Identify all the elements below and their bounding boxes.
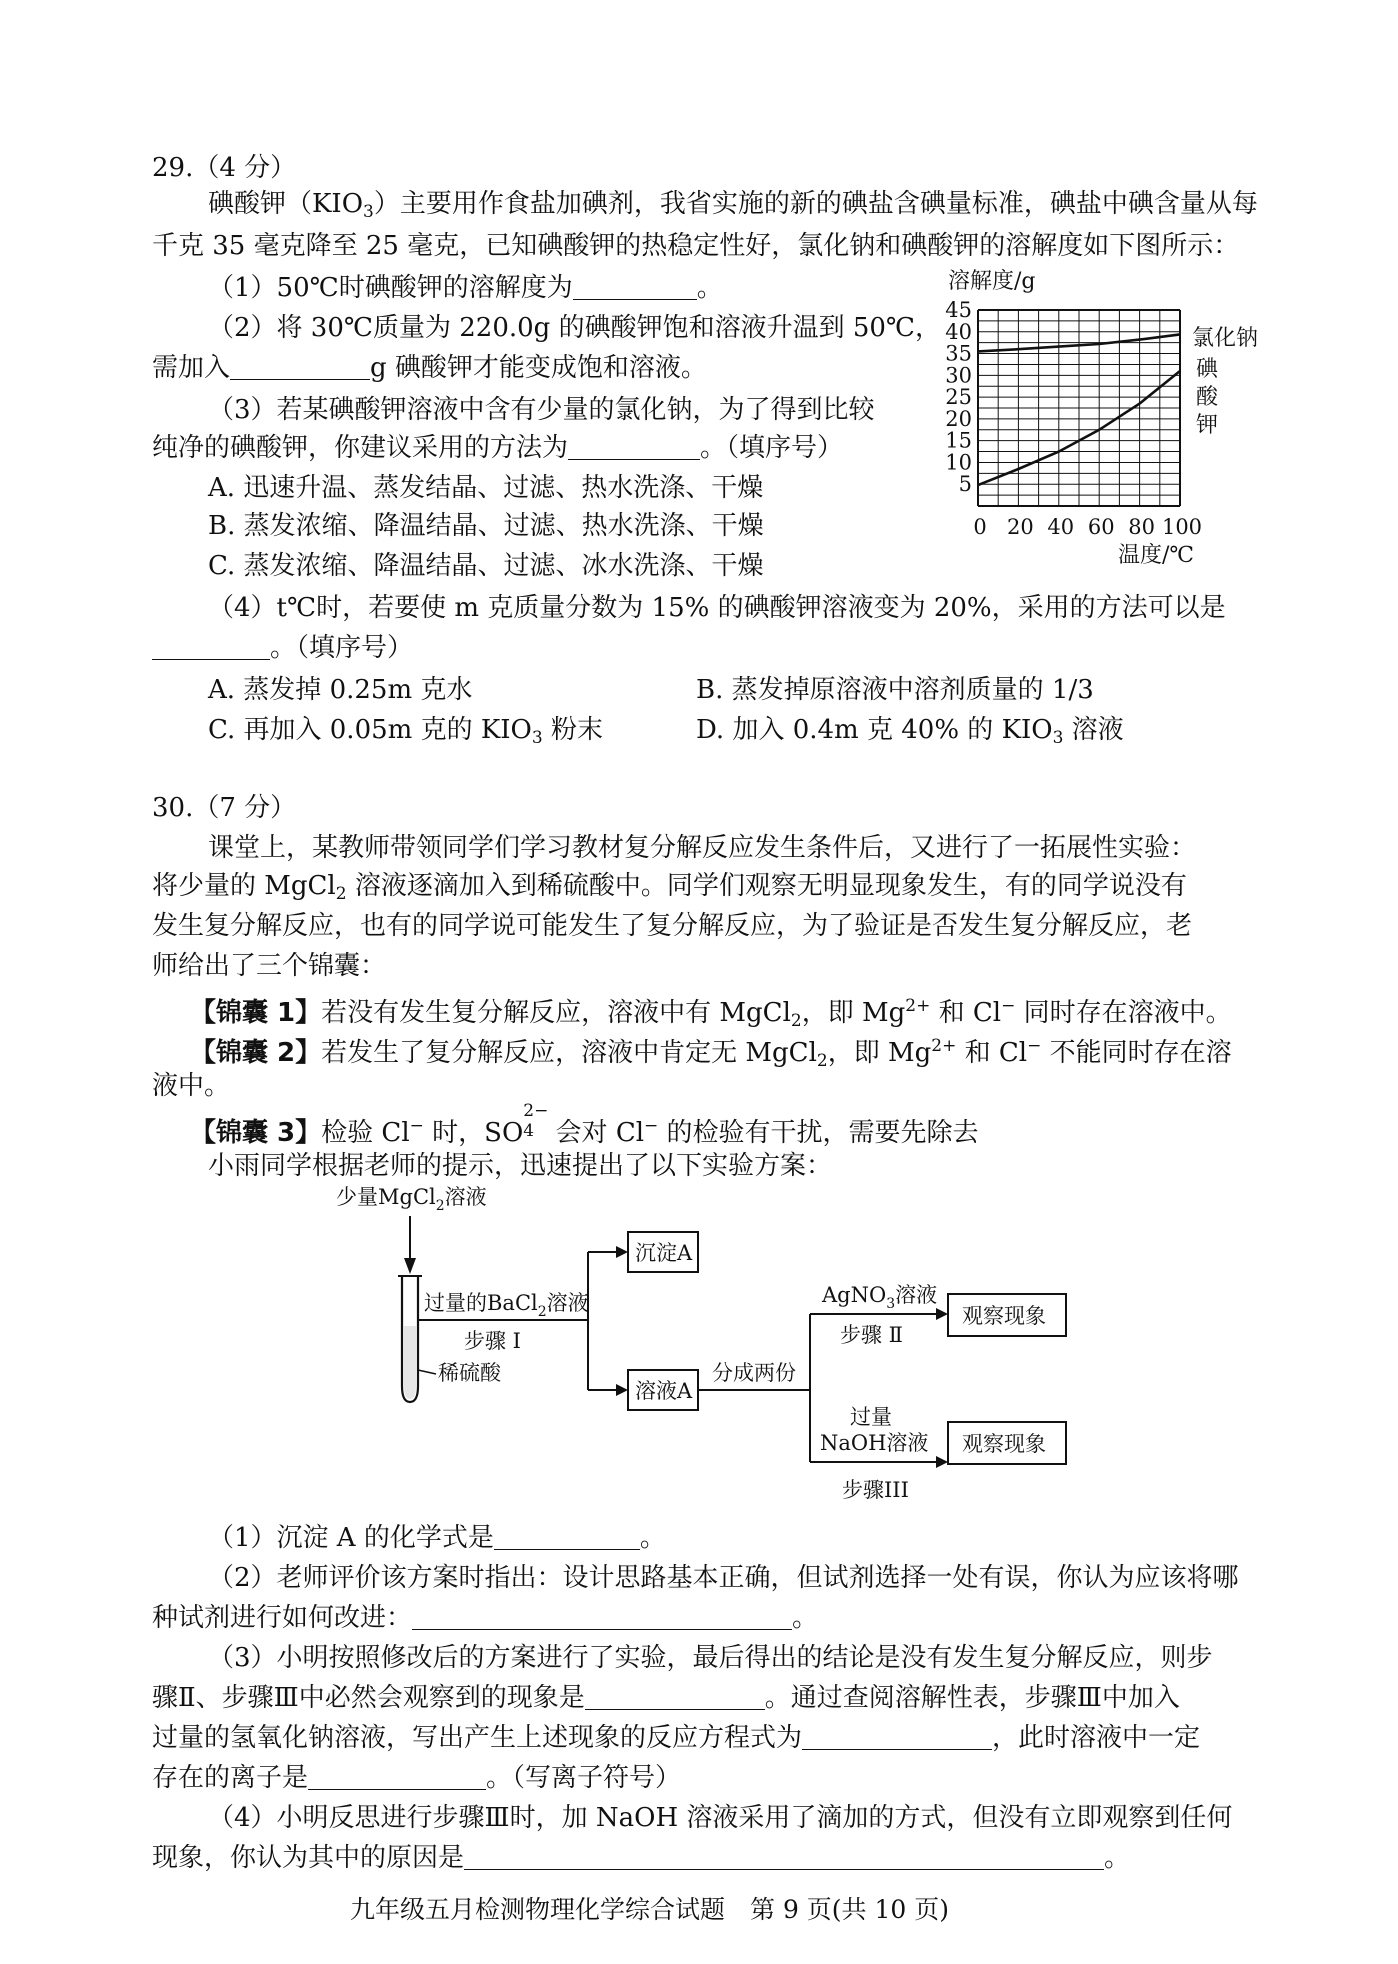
observe-label-2: 观察现象 <box>962 1432 1046 1456</box>
x-tick-label: 60 <box>1087 515 1115 539</box>
y-tick-label: 30 <box>945 363 972 388</box>
answer-blank[interactable] <box>494 1523 640 1550</box>
x-tick-label: 80 <box>1128 515 1155 539</box>
step3-label: 步骤III <box>842 1478 909 1502</box>
x-tick-label: 40 <box>1047 515 1075 539</box>
q30-sub2-line1: （2）老师评价该方案时指出：设计思路基本正确，但试剂选择一处有误，你认为应该将哪 <box>208 1563 1239 1593</box>
q30-sub3-line3: 过量的氢氧化钠溶液，写出产生上述现象的反应方程式为 ，此时溶液中一定 <box>152 1723 1201 1753</box>
y-tick-label: 5 <box>958 472 972 497</box>
split-label: 分成两份 <box>712 1361 796 1385</box>
y-axis-label: 溶解度/g <box>948 269 1036 294</box>
q29-part1: （1）50℃时碘酸钾的溶解度为 。 <box>208 273 723 303</box>
reagent2-label: AgNO$_3$溶液 <box>822 1283 938 1312</box>
q30-tip2-line2: 液中。 <box>152 1071 231 1101</box>
series-label-kio3-char2: 酸 <box>1196 385 1219 410</box>
tube-liquid-label: 稀硫酸 <box>438 1361 501 1385</box>
y-tick-label: 15 <box>945 428 972 453</box>
y-tick-label: 45 <box>945 298 972 322</box>
step1-label: 步骤 I <box>464 1329 521 1353</box>
tube-liquid <box>404 1326 416 1399</box>
q30-sub4-line2: 现象，你认为其中的原因是 。 <box>152 1843 1131 1873</box>
y-tick-label: 10 <box>945 450 972 475</box>
x-tick-label: 100 <box>1161 515 1203 539</box>
y-tick-label: 35 <box>945 341 972 366</box>
q29-option-c: C. 蒸发浓缩、降温结晶、过滤、冰水洗涤、干燥 <box>208 551 764 581</box>
arrowhead-step3 <box>936 1456 948 1468</box>
q29-option-b: B. 蒸发浓缩、降温结晶、过滤、热水洗涤、干燥 <box>208 511 764 541</box>
q29-part4-option-c: C. 再加入 0.05m 克的 $KIO_3$ 粉末 <box>208 715 603 748</box>
y-tick-label: 25 <box>945 385 972 410</box>
q30-sub3-line1: （3）小明按照修改后的方案进行了实验，最后得出的结论是没有发生复分解反应，则步 <box>208 1643 1213 1673</box>
series-label-kio3-char1: 碘 <box>1196 357 1219 382</box>
x-axis-label: 温度/℃ <box>1118 543 1195 568</box>
q29-part2-line2: 需加入 g 碘酸钾才能变成饱和溶液。 <box>152 353 707 383</box>
q30-intro-line4: 师给出了三个锦囊： <box>152 951 387 981</box>
answer-blank[interactable] <box>412 1603 792 1630</box>
solubility-chart <box>920 262 1260 592</box>
q30-intro-line1: 课堂上，某教师带领同学们学习教材复分解反应发生条件后，又进行了一拓展性实验： <box>208 833 1197 863</box>
q30-intro-line5: 小雨同学根据老师的提示，迅速提出了以下实验方案： <box>208 1151 833 1181</box>
q29-option-a: A. 迅速升温、蒸发结晶、过滤、热水洗涤、干燥 <box>208 473 764 503</box>
answer-blank[interactable] <box>585 1683 765 1710</box>
observe-label-1: 观察现象 <box>962 1304 1046 1328</box>
q30-heading: 30.（7 分） <box>152 793 297 823</box>
q30-sub2-line2: 种试剂进行如何改进： 。 <box>152 1603 819 1633</box>
reagent1-label: 过量的BaCl$_2$溶液 <box>424 1291 589 1320</box>
q29-part4-option-d: D. 加入 0.4m 克 40% 的 $KIO_3$ 溶液 <box>696 715 1124 748</box>
q29-part4-option-b: B. 蒸发掉原溶液中溶剂质量的 1/3 <box>696 675 1094 705</box>
solution-label: 溶液A <box>635 1379 693 1403</box>
x-tick-label: 0 <box>973 515 987 539</box>
answer-blank[interactable] <box>230 353 370 380</box>
answer-blank[interactable] <box>568 433 700 460</box>
q30-tip2-line1: 【锦囊 2】若发生了复分解反应，溶液中肯定无 MgCl$_2$，即 $Mg^{2+}$ 和 Cl− 不能同时存在溶 <box>190 1036 1232 1071</box>
q29-heading: 29.（4 分） <box>152 153 297 183</box>
arrowhead-step2 <box>936 1308 948 1320</box>
q29-part3-line1: （3）若某碘酸钾溶液中含有少量的氯化钠，为了得到比较 <box>208 395 875 425</box>
q29-part3-line2: 纯净的碘酸钾，你建议采用的方法为 。（填序号） <box>152 433 844 463</box>
pointer-line <box>418 1370 436 1374</box>
y-tick-label: 40 <box>945 319 972 344</box>
top-reagent-label: 少量MgCl$_2$溶液 <box>336 1185 487 1214</box>
experiment-flow-diagram <box>320 1180 1080 1470</box>
q29-part4-option-a: A. 蒸发掉 0.25m 克水 <box>208 675 473 705</box>
answer-blank[interactable] <box>573 273 697 300</box>
step2-label: 步骤 Ⅱ <box>840 1323 903 1347</box>
q30-sub3-line4: 存在的离子是 。（写离子符号） <box>152 1763 682 1793</box>
x-tick-label: 20 <box>1007 515 1034 539</box>
q30-tip3: 【锦囊 3】检验 Cl− 时，SO 2− 4 会对 Cl− 的检验有干扰，需要先除去 <box>190 1101 979 1148</box>
q30-intro-line2: 将少量的 MgCl$_2$ 溶液逐滴加入到稀硫酸中。同学们观察无明显现象发生，有的同学说没有 <box>152 871 1187 904</box>
reagent3-label-line2: NaOH溶液 <box>820 1431 929 1455</box>
drop-arrow-head <box>404 1258 416 1274</box>
q30-tip1: 【锦囊 1】若没有发生复分解反应，溶液中有 MgCl$_2$，即 $Mg^{2+}$ 和 Cl− 同时存在溶液中。 <box>190 996 1232 1031</box>
q30-sub3-line2: 骤Ⅱ、步骤Ⅲ中必然会观察到的现象是 。通过查阅溶解性表，步骤Ⅲ中加入 <box>152 1683 1180 1713</box>
q29-part4-line1: （4）t℃时，若要使 m 克质量分数为 15% 的碘酸钾溶液变为 20%，采用的方法可以是 <box>208 593 1226 623</box>
answer-blank[interactable] <box>308 1763 486 1790</box>
q30-sub4-line1: （4）小明反思进行步骤Ⅲ时，加 NaOH 溶液采用了滴加的方式，但没有立即观察到任何 <box>208 1803 1233 1833</box>
q30-intro-line3: 发生复分解反应，也有的同学说可能发生了复分解反应，为了验证是否发生复分解反应，老 <box>152 911 1193 941</box>
answer-blank[interactable] <box>152 633 270 660</box>
y-tick-label: 20 <box>945 406 972 431</box>
page-footer: 九年级五月检测物理化学综合试题 第 9 页(共 10 页) <box>350 1895 950 1924</box>
q29-intro-line2: 千克 35 毫克降至 25 毫克，已知碘酸钾的热稳定性好，氯化钠和碘酸钾的溶解度如下图所示： <box>152 231 1240 261</box>
arrowhead-precipitate <box>616 1246 628 1258</box>
answer-blank[interactable] <box>802 1723 992 1750</box>
series-label-kio3-char3: 钾 <box>1196 413 1219 438</box>
precipitate-label: 沉淀A <box>635 1241 693 1265</box>
q29-part2-line1: （2）将 30℃质量为 220.0g 的碘酸钾饱和溶液升温到 50℃， <box>208 313 942 343</box>
q29-part4-line2: 。（填序号） <box>152 630 413 666</box>
answer-blank[interactable] <box>464 1843 1104 1870</box>
q30-sub1: （1）沉淀 A 的化学式是 。 <box>208 1523 666 1553</box>
q29-intro-line1: 碘酸钾$(KIO_3)$主要用作食盐加碘剂，我省实施的新的碘盐含碘量标准，碘盐中碘含量从每 <box>208 189 1258 222</box>
reagent3-label-line1: 过量 <box>850 1405 892 1429</box>
arrowhead-solution <box>616 1384 628 1396</box>
series-label-nacl: 氯化钠 <box>1192 326 1259 351</box>
